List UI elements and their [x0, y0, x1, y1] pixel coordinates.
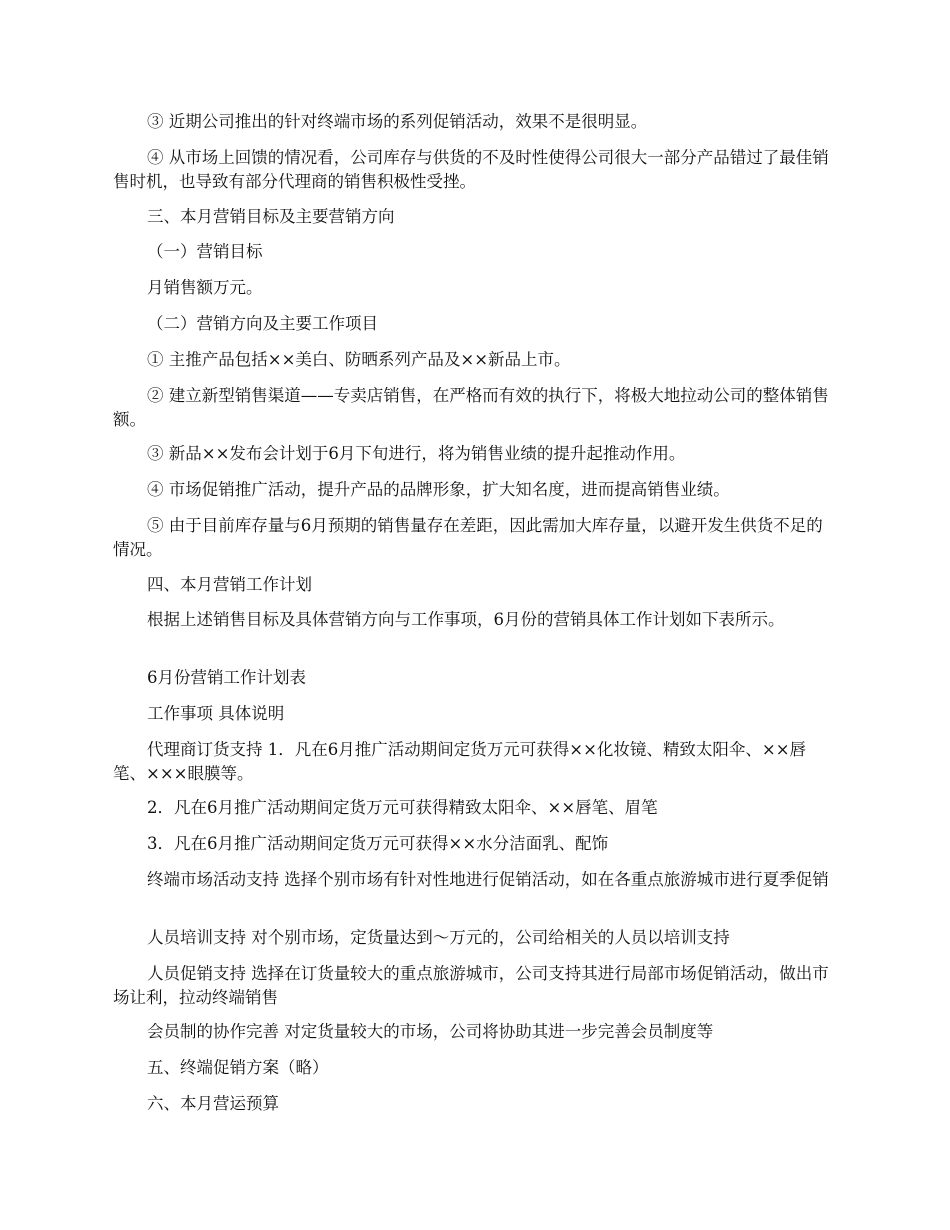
- subheading-marketing-direction: （二）营销方向及主要工作项目: [147, 314, 378, 333]
- section-heading-5: 五、终端促销方案（略）: [147, 1058, 329, 1077]
- paragraph-inventory-issue: ④ 从市场上回馈的情况看，公司库存与供货的不及时性使得公司很大一部分产品错过了最佳销售时机，也导致有部分代理商的销售积极性受挫。: [113, 148, 829, 191]
- section-heading-6: 六、本月营运预算: [147, 1094, 279, 1113]
- table-row-membership: 会员制的协作完善 对定货量较大的市场，公司将协助其进一步完善会员制度等: [147, 1022, 714, 1041]
- paragraph-plan-intro: 根据上述销售目标及具体营销方向与工作事项，6月份的营销具体工作计划如下表所示。: [147, 610, 785, 629]
- table-row-terminal-activity: 终端市场活动支持 选择个别市场有针对性地进行促销活动，如在各重点旅游城市进行夏季促销: [147, 870, 829, 889]
- paragraph-monthly-sales: 月销售额万元。: [147, 278, 263, 297]
- paragraph-main-products: ① 主推产品包括××美白、防晒系列产品及××新品上市。: [147, 350, 571, 369]
- paragraph-inventory-plan: ⑤ 由于目前库存量与6月预期的销售量存在差距，因此需加大库存量，以避开发生供货不足的情况。: [113, 516, 823, 559]
- paragraph-launch-event: ③ 新品××发布会计划于6月下旬进行，将为销售业绩的提升起推动作用。: [147, 444, 686, 463]
- section-heading-3: 三、本月营销目标及主要营销方向: [147, 207, 395, 226]
- section-heading-4: 四、本月营销工作计划: [147, 575, 312, 594]
- subheading-marketing-goal: （一）营销目标: [147, 242, 263, 261]
- paragraph-promo-effect: ③ 近期公司推出的针对终端市场的系列促销活动，效果不是很明显。: [147, 112, 648, 131]
- table-title: 6月份营销工作计划表: [147, 668, 306, 687]
- paragraph-promotion: ④ 市场促销推广活动，提升产品的品牌形象，扩大知名度，进而提高销售业绩。: [147, 480, 730, 499]
- table-row-item-3: 3．凡在6月推广活动期间定货万元可获得××水分洁面乳、配饰: [147, 834, 609, 853]
- table-header: 工作事项 具体说明: [147, 704, 285, 723]
- table-row-item-2: 2．凡在6月推广活动期间定货万元可获得精致太阳伞、××唇笔、眉笔: [147, 798, 658, 817]
- paragraph-new-channel: ② 建立新型销售渠道——专卖店销售，在严格而有效的执行下，将极大地拉动公司的整体销售额。: [113, 386, 829, 429]
- table-row-agent-order: 代理商订货支持 1．凡在6月推广活动期间定货万元可获得××化妆镜、精致太阳伞、××唇笔、×××眼膜等。: [113, 740, 807, 783]
- table-row-sales-promo: 人员促销支持 选择在订货量较大的重点旅游城市，公司支持其进行局部市场促销活动，做出市场让利，拉动终端销售: [113, 964, 829, 1007]
- table-row-training: 人员培训支持 对个别市场，定货量达到～万元的，公司给相关的人员以培训支持: [147, 928, 730, 947]
